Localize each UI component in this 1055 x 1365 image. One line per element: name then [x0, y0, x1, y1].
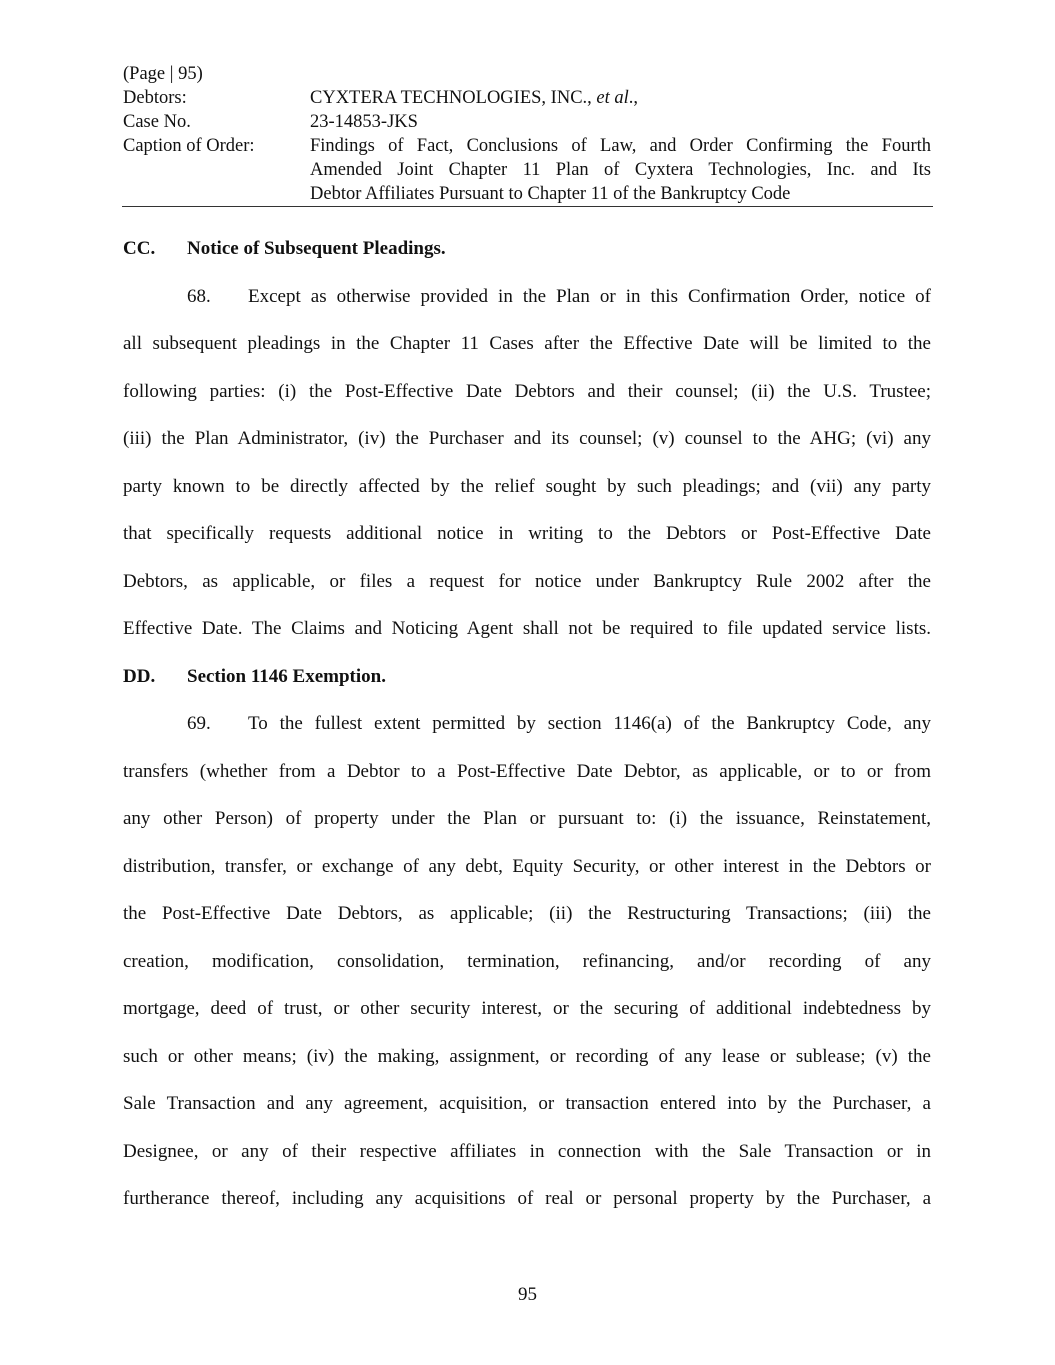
caption-value — [310, 134, 931, 206]
caption-line: Debtor Affiliates Pursuant to Chapter 11 of the Bankruptcy Code — [310, 184, 791, 204]
document-body — [123, 225, 931, 1223]
debtors-label: Debtors: — [123, 88, 187, 108]
paragraph-line: that specifically requests additional notice in writing to the Debtors or Post-Effective Date — [123, 523, 931, 544]
paragraph-line: such or other means; (iv) the making, assignment, or recording of any lease or sublease; (v) the — [123, 1045, 931, 1067]
paragraph-line: Sale Transaction and any agreement, acquisition, or transaction entered into by the Purchaser, a — [123, 1093, 931, 1114]
section-id: CC. — [123, 238, 156, 259]
section-heading — [123, 653, 931, 701]
caption-row — [123, 134, 931, 206]
page-number: 95 — [518, 1284, 537, 1305]
debtors-etal: et al — [596, 88, 629, 108]
paragraph-line: To the fullest extent permitted by section 1146(a) of the Bankruptcy Code, any — [248, 713, 931, 734]
page-header — [123, 62, 931, 206]
caption-line: Findings of Fact, Conclusions of Law, and Order Confirming the Fourth — [310, 136, 931, 156]
paragraph-line: Debtors, as applicable, or files a request for notice under Bankruptcy Rule 2002 after the — [123, 570, 931, 592]
paragraph-line: transfers (whether from a Debtor to a Post-Effective Date Debtor, as applicable, or to or from — [123, 760, 931, 782]
paragraph-line: any other Person) of property under the Plan or pursuant to: (i) the issuance, Reinstatement, — [123, 808, 931, 829]
paragraph-line: furtherance thereof, including any acquisitions of real or personal property by the Purchaser, a — [123, 1188, 931, 1209]
paragraph-line: the Post-Effective Date Debtors, as applicable; (ii) the Restructuring Transactions; (iii) the — [123, 903, 931, 924]
paragraph-number: 68. — [187, 285, 211, 307]
caption-line: Amended Joint Chapter 11 Plan of Cyxtera Technologies, Inc. and Its — [310, 160, 931, 180]
case-row — [123, 110, 931, 134]
paragraph — [123, 273, 931, 653]
paragraph-line: creation, modification, consolidation, termination, refinancing, and/or recording of any — [123, 950, 931, 972]
page-reference: (Page | 95) — [123, 64, 203, 84]
debtors-row — [123, 86, 931, 110]
paragraph-line: following parties: (i) the Post-Effective Date Debtors and their counsel; (ii) the U.S. Trustee; — [123, 380, 931, 402]
paragraph-first-line — [123, 700, 931, 748]
paragraph-line: party known to be directly affected by the relief sought by such pleadings; and (vii) any party — [123, 475, 931, 497]
section-heading — [123, 225, 931, 273]
paragraph-line: all subsequent pleadings in the Chapter 11 Cases after the Effective Date will be limited to the — [123, 333, 931, 354]
paragraph-line: Designee, or any of their respective affiliates in connection with the Sale Transaction or in — [123, 1140, 931, 1162]
paragraph-number: 69. — [187, 713, 211, 734]
section-id: DD. — [123, 665, 156, 687]
debtors-name: CYXTERA TECHNOLOGIES, INC., — [310, 88, 592, 108]
header-divider — [122, 206, 933, 207]
section-title: Section 1146 Exemption. — [187, 665, 386, 687]
caption-label: Caption of Order: — [123, 136, 255, 156]
paragraph-line: Except as otherwise provided in the Plan or in this Confirmation Order, notice of — [248, 285, 931, 307]
case-value: 23-14853-JKS — [310, 112, 418, 132]
case-label: Case No. — [123, 112, 191, 132]
paragraph-line: distribution, transfer, or exchange of any debt, Equity Security, or other interest in the Debtors or — [123, 855, 931, 877]
section-title: Notice of Subsequent Pleadings. — [187, 238, 446, 259]
paragraph — [123, 700, 931, 1223]
paragraph-line: (iii) the Plan Administrator, (iv) the Purchaser and its counsel; (v) counsel to the AHG; (vi) any — [123, 428, 931, 449]
debtors-value — [310, 86, 931, 110]
debtors-suffix: ., — [628, 88, 639, 108]
paragraph-first-line — [123, 273, 931, 321]
paragraph-line: mortgage, deed of trust, or other security interest, or the securing of additional indebtedness by — [123, 998, 931, 1019]
paragraph-line: Effective Date. The Claims and Noticing Agent shall not be required to file updated service lists. — [123, 618, 931, 639]
